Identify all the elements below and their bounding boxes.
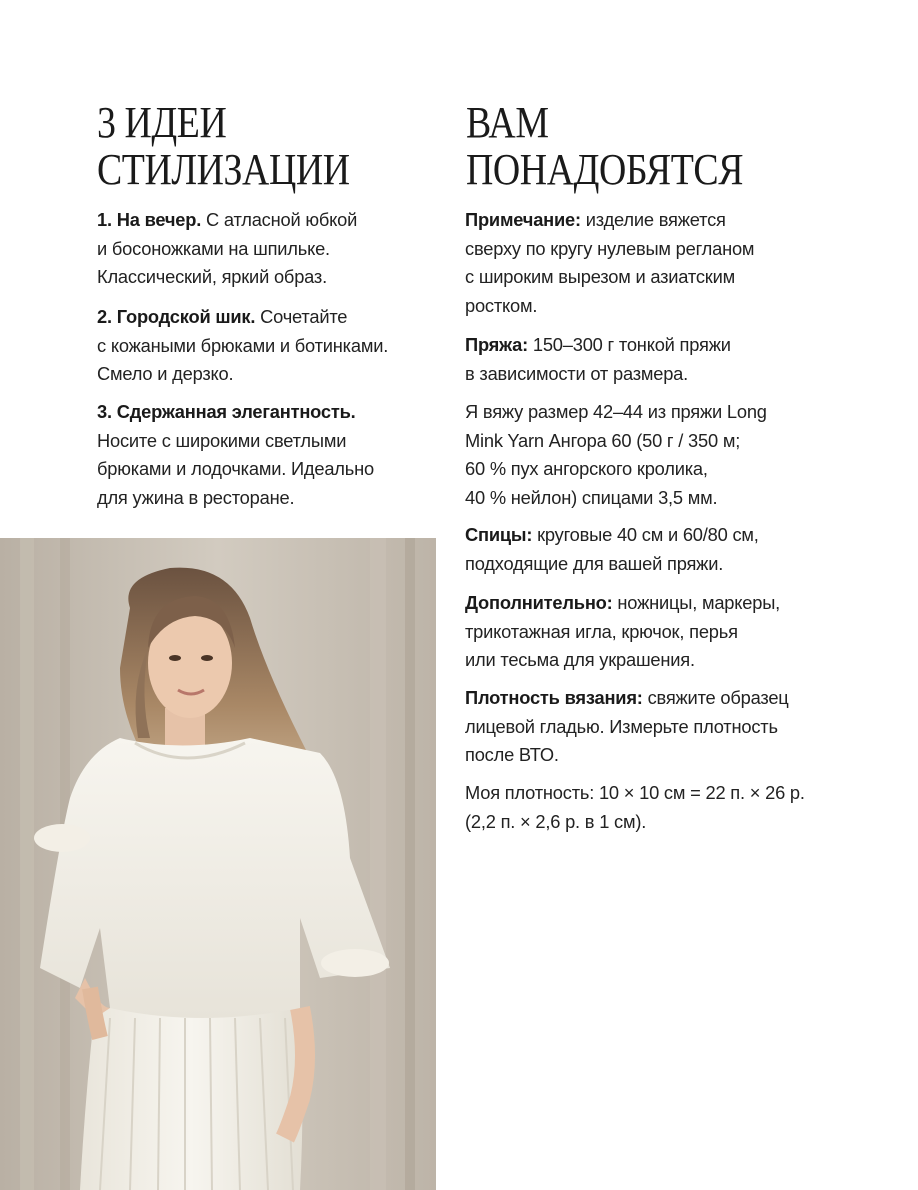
you-will-need-title-line2: ПОНАДОБЯТСЯ: [466, 145, 744, 194]
idea-3-line3: для ужина в ресторане.: [97, 486, 295, 508]
needles-lead: Спицы:: [465, 524, 533, 545]
yarn-detail-line4: 40 % нейлон) спицами 3,5 мм.: [465, 486, 718, 508]
idea-2-line3: Смело и дерзко.: [97, 363, 234, 384]
styling-idea-3: [97, 398, 374, 512]
extra-line3: или тесьма для украшения.: [465, 649, 695, 670]
styling-idea-1: [97, 206, 357, 292]
you-will-need-title: [466, 99, 743, 193]
my-gauge-block: [465, 779, 805, 836]
note-line3: с широким вырезом и азиатским: [465, 266, 735, 287]
styling-idea-2: [97, 303, 388, 389]
my-gauge-line1: Моя плотность: 10 × 10 см = 22 п. × 26 р.: [465, 782, 805, 803]
yarn-detail-line3: 60 % пух ангорского кролика,: [465, 458, 708, 479]
idea-2-line1: Сочетайте: [255, 306, 348, 327]
needles-line1: круговые 40 см и 60/80 см,: [532, 524, 759, 545]
extra-lead: Дополнительно:: [465, 592, 613, 613]
note-lead: Примечание:: [465, 209, 581, 230]
extra-line1: ножницы, маркеры,: [612, 592, 781, 613]
gauge-line1: свяжите образец: [642, 687, 789, 708]
note-block: [465, 206, 754, 320]
gauge-line3: после ВТО.: [465, 744, 559, 765]
note-line1: изделие вяжется: [580, 209, 726, 230]
idea-1-line1: С атласной юбкой: [201, 209, 358, 230]
needles-block: [465, 521, 759, 578]
gauge-lead: Плотность вязания:: [465, 687, 643, 708]
gauge-line2: лицевой гладью. Измерьте плотность: [465, 715, 778, 737]
idea-3-line2: брюками и лодочками. Идеально: [97, 458, 374, 479]
styling-ideas-title-line2: СТИЛИЗАЦИИ: [97, 145, 350, 194]
yarn-detail-line2: Mink Yarn Ангора 60 (50 г / 350 м;: [465, 429, 741, 451]
extra-block: [465, 589, 780, 675]
idea-3-lead: 3. Сдержанная элегантность.: [97, 401, 356, 422]
yarn-detail-line1: Я вяжу размер 42–44 из пряжи Long: [465, 401, 767, 422]
note-line4: ростком.: [465, 294, 538, 316]
idea-1-line2: и босоножками на шпильке.: [97, 237, 330, 259]
my-gauge-line2: (2,2 п. × 2,6 р. в 1 см).: [465, 810, 647, 832]
yarn-lead: Пряжа:: [465, 334, 528, 355]
needles-line2: подходящие для вашей пряжи.: [465, 552, 724, 574]
model-photo: [0, 538, 436, 1190]
yarn-detail-block: [465, 398, 767, 512]
note-line2: сверху по кругу нулевым регланом: [465, 237, 755, 259]
idea-2-lead: 2. Городской шик.: [97, 306, 256, 327]
styling-ideas-title: [97, 99, 350, 193]
you-will-need-title-line1: ВАМ: [466, 98, 549, 147]
yarn-line1: 150–300 г тонкой пряжи: [527, 334, 731, 355]
idea-1-lead: 1. На вечер.: [97, 209, 202, 230]
yarn-block: [465, 331, 731, 388]
idea-3-line1: Носите с широкими светлыми: [97, 429, 347, 451]
extra-line2: трикотажная игла, крючок, перья: [465, 620, 738, 642]
yarn-line2: в зависимости от размера.: [465, 362, 689, 384]
gauge-block: [465, 684, 789, 770]
styling-ideas-title-line1: 3 ИДЕИ: [97, 98, 227, 147]
idea-2-line2: с кожаными брюками и ботинками.: [97, 334, 389, 356]
idea-1-line3: Классический, яркий образ.: [97, 266, 327, 287]
